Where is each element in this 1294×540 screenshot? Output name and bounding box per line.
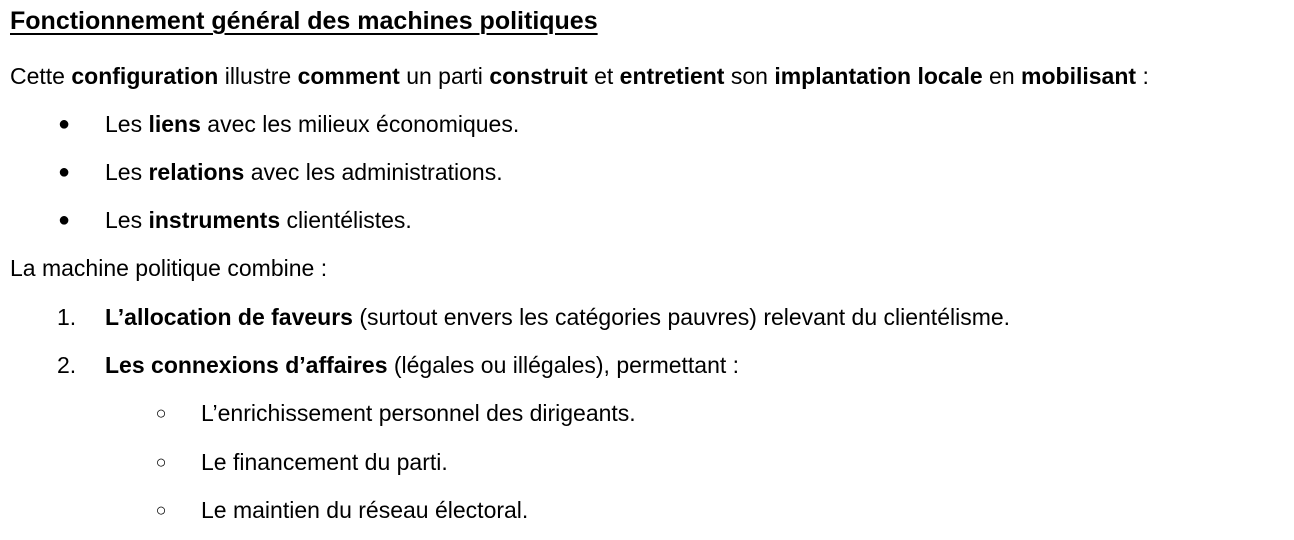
numbered-item-text bbox=[105, 302, 1010, 332]
intro-bold-construit: construit bbox=[489, 63, 588, 89]
bullet-icon: ● bbox=[57, 161, 71, 183]
numbered-item-suffix: (légales ou illégales), permettant : bbox=[387, 352, 740, 378]
list-number: 1. bbox=[57, 304, 77, 330]
intro-text-3: un parti bbox=[399, 63, 490, 89]
section-heading: Fonctionnement général des machines politiques bbox=[10, 7, 598, 35]
intro-text-1: Cette bbox=[10, 63, 72, 89]
numbered-item-bold: Les connexions d’affaires bbox=[105, 352, 388, 378]
hollow-bullet-icon: ○ bbox=[155, 452, 167, 472]
numbered-item-suffix: (surtout envers les catégories pauvres) relevant du clientélisme. bbox=[352, 304, 1011, 330]
list-item-bold: liens bbox=[148, 111, 201, 137]
list-item-suffix: clientélistes. bbox=[280, 207, 412, 233]
intro-text-5: son bbox=[724, 63, 775, 89]
list-number: 2. bbox=[57, 352, 77, 378]
list-item-prefix: Les bbox=[105, 207, 149, 233]
intro-bold-implantation: implantation locale bbox=[774, 63, 983, 89]
list-item-suffix: avec les administrations. bbox=[244, 159, 503, 185]
list-item-text bbox=[105, 109, 519, 139]
bullet-icon: ● bbox=[57, 113, 71, 135]
intro-bold-comment: comment bbox=[297, 63, 400, 89]
intro-text-4: et bbox=[587, 63, 620, 89]
list-item-prefix: Les bbox=[105, 111, 149, 137]
combine-paragraph: La machine politique combine : bbox=[10, 255, 328, 281]
intro-text-6: en bbox=[982, 63, 1022, 89]
list-item-text bbox=[105, 157, 503, 187]
list-item-prefix: Les bbox=[105, 159, 149, 185]
sub-list-item-text: Le maintien du réseau électoral. bbox=[201, 497, 529, 523]
bullet-icon: ● bbox=[57, 209, 71, 231]
intro-bold-entretient: entretient bbox=[619, 63, 725, 89]
intro-paragraph bbox=[10, 61, 1149, 91]
intro-text-2: illustre bbox=[218, 63, 298, 89]
sub-list-item-text: L’enrichissement personnel des dirigeants. bbox=[201, 400, 636, 426]
list-item-bold: instruments bbox=[148, 207, 281, 233]
intro-bold-configuration: configuration bbox=[71, 63, 219, 89]
hollow-bullet-icon: ○ bbox=[155, 500, 167, 520]
sub-list-item-text: Le financement du parti. bbox=[201, 449, 448, 475]
hollow-bullet-icon: ○ bbox=[155, 403, 167, 423]
numbered-item-bold: L’allocation de faveurs bbox=[105, 304, 353, 330]
list-item-text bbox=[105, 205, 412, 235]
intro-text-7: : bbox=[1136, 63, 1149, 89]
intro-bold-mobilisant: mobilisant bbox=[1021, 63, 1137, 89]
numbered-item-text bbox=[105, 350, 739, 380]
list-item-bold: relations bbox=[148, 159, 245, 185]
list-item-suffix: avec les milieux économiques. bbox=[200, 111, 520, 137]
